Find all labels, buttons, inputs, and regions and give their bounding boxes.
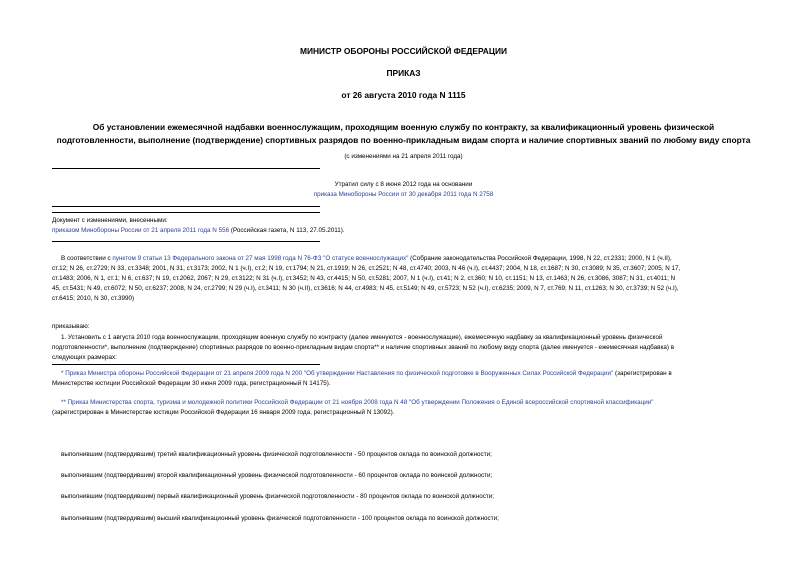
changes-order-link[interactable]: приказом Минобороны России от 21 апреля 2011 года N 556 [52, 227, 230, 234]
preamble-line-5: ст.6415; 2010, N 30, ст.3990) [52, 295, 135, 302]
changes-label: Документ с изменениями, внесенными: [52, 217, 168, 224]
expiry-note: Утратил силу с 8 июня 2012 года на основании [334, 181, 473, 188]
divider [52, 241, 320, 242]
divider [52, 168, 320, 169]
level-item: выполнившим (подтвердившим) высший квалификационный уровень физической подготовленности - 100 процентов оклада по воинской должности; [61, 515, 499, 522]
footnote-divider [52, 364, 320, 365]
expiry-order-link[interactable]: приказа Минобороны России от 30 декабря 2011 года N 2758 [313, 191, 494, 198]
footnote-1-note: (зарегистрирован в [613, 370, 672, 377]
divider [52, 212, 320, 213]
order-line-3: следующих размерах: [52, 354, 117, 361]
order-line-1: 1. Установить с 1 августа 2010 года военнослужащим, проходящим военную службу по контракту (далее именуются - военнослужащие), ежемесячную надбавку за квалификационный уровень физической [61, 334, 663, 341]
document-title-line-1: Об установлении ежемесячной надбавки военнослужащим, проходящим военную службу по контракту, за квалификационный уровень физической [92, 122, 715, 132]
document-date-number: от 26 августа 2010 года N 1115 [341, 90, 466, 100]
ministry-heading: МИНИСТР ОБОРОНЫ РОССИЙСКОЙ ФЕДЕРАЦИИ [299, 46, 508, 56]
order-label: приказываю: [52, 323, 90, 330]
preamble-line-4: 45, ст.5431; N 49, ст.6072; N 50, ст.6237; 2008, N 24, ст.2799; N 29 (ч.I), ст.3411; N 30 (ч.II), ст.3616; N 44, ст.4983; N 45, ст.5149; N 49, ст.5723; N 52 (ч.I), ст.6235; 2009, N 7, ст.769; N 11, ст.1263; N 30, ст.3739; N 52 (ч.I), [52, 285, 679, 292]
divider [52, 206, 320, 207]
amendment-note: (с изменениями на 21 апреля 2011 года) [344, 153, 463, 160]
order-paragraph-1 [52, 333, 762, 363]
level-item: выполнившим (подтвердившим) третий квалификационный уровень физической подготовленности - 50 процентов оклада по воинской должности; [61, 451, 492, 458]
footnote-2-line-2: (зарегистрирован в Министерстве юстиции Российской Федерации 16 января 2009 года, регистрационный N 13092). [52, 409, 395, 416]
footnote-1-line-1 [52, 369, 770, 379]
order-line-2: подготовленности*, выполнение (подтверждение) спортивных разрядов по военно-прикладным видам спорта** и наличие спортивных званий по любому виду спорта (далее именуется - ежемесячная надбавка) в [52, 344, 675, 351]
preamble-source: (Собрание законодательства Российской Федерации, 1998, N 22, ст.2331; 2000, N 1 (ч.II), [408, 255, 672, 262]
level-item: выполнившим (подтвердившим) первый квалификационный уровень физической подготовленности - 80 процентов оклада по воинской должности; [61, 493, 495, 500]
footnote-1 [52, 369, 770, 389]
footnote-1-line-2: Министерстве юстиции Российской Федерации 30 июня 2009 года, регистрационный N 14175). [52, 380, 331, 387]
preamble-line-3: ст.1483; 2006, N 1, ст.1; N 6, ст.637; N 19, ст.2062, 2067; N 29, ст.3122; N 31 (ч.I), ст.3452; N 43, ст.4415; N 50, ст.5281; 2007, N 1 (ч.I), ст.41; N 2, ст.360; N 10, ст.1151; N 13, ст.1463; N 26, ст.3086, 3087; N 31, ст.4011; N [52, 275, 676, 282]
preamble-line-1 [52, 254, 762, 264]
preamble-line-2: ст.12; N 26, ст.2729; N 33, ст.3348; 2001, N 31, ст.3173; 2002, N 1 (ч.I), ст.2; N 19, ст.1794; N 21, ст.1919; N 26, ст.2521; N 48, ст.4740; 2003, N 46 (ч.I), ст.4437; 2004, N 18, ст.1687; N 30, ст.3089; N 35, ст.3607; 2005, N 17, [52, 265, 681, 272]
document-title-line-2: подготовленности, выполнение (подтверждение) спортивных разрядов по военно-прикладным видам спорта и наличие спортивных званий по любому виду спорта [56, 135, 751, 145]
footnote-2 [52, 398, 770, 418]
law-link[interactable]: пунктом 9 статьи 13 Федерального закона от 27 мая 1998 года N 76-ФЗ "О статусе военнослужащих" [112, 255, 409, 262]
changes-line [52, 226, 345, 236]
footnote-1-link[interactable]: * Приказ Министра обороны Российской Федерации от 21 апреля 2009 года N 200 "Об утверждении Наставления по физической подготовке в Вооруженных Силах Российской Федерации" [61, 370, 614, 377]
preamble [52, 254, 762, 304]
preamble-lead: В соответствии с [61, 255, 113, 262]
changes-source: (Российская газета, N 113, 27.05.2011). [229, 227, 345, 234]
document-type: ПРИКАЗ [386, 68, 421, 78]
footnote-2-link[interactable]: ** Приказ Министерства спорта, туризма и молодежной политики Российской Федерации от 21 ноября 2008 года N 48 "Об утверждении Положения о Единой всероссийской спортивной классификации" [61, 399, 654, 406]
level-item: выполнившим (подтвердившим) второй квалификационный уровень физической подготовленности - 60 процентов оклада по воинской должности; [61, 472, 493, 479]
